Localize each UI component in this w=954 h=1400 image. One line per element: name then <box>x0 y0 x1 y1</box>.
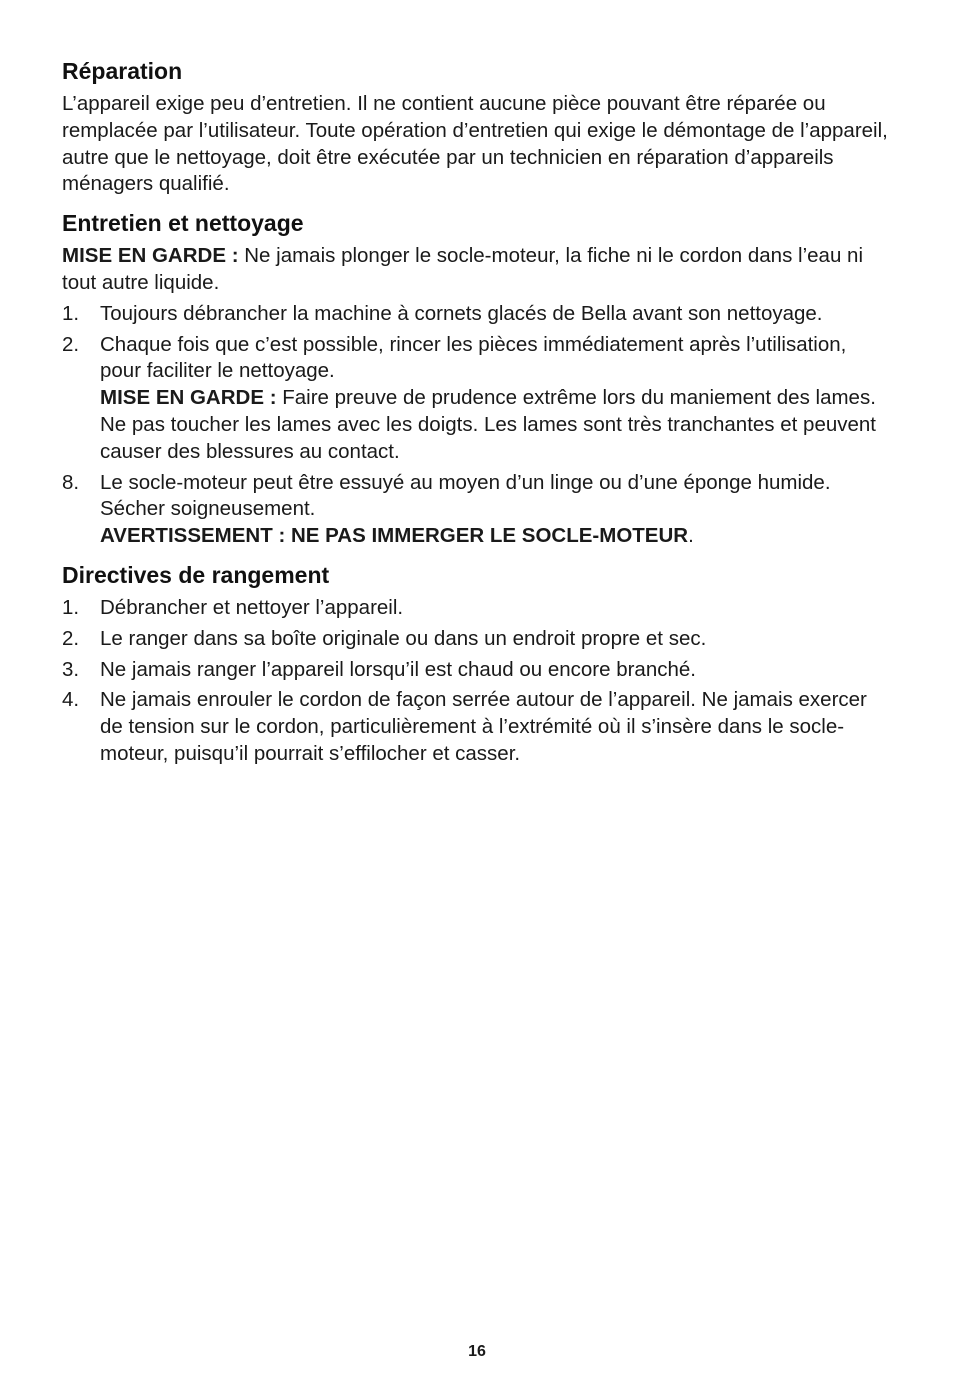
warning-tail: . <box>688 524 694 548</box>
entretien-caution <box>62 243 892 297</box>
caution-text: Ne jamais plonger le socle-moteur, la fiche ni le cordon dans l’eau ni tout autre liquide. <box>62 244 863 294</box>
list-item <box>62 687 892 767</box>
list-item-number: 4. <box>62 688 80 712</box>
caution-text: Faire preuve de prudence extrême lors du maniement des lames. Ne pas toucher les lames avec les doigts. Les lames sont très tranchantes et peuvent causer des blessures au contact. <box>100 386 876 463</box>
document-page <box>62 56 892 772</box>
list-item-number: 1. <box>62 301 80 325</box>
list-item-text: Ne jamais enrouler le cordon de façon serrée autour de l’appareil. Ne jamais exercer de tension sur le cordon, particulièrement à l’extrémité où il s’insère dans le socle-moteur, puisqu’il pourrait s’effilocher et casser. <box>100 688 867 765</box>
list-item-number: 8. <box>62 470 80 494</box>
list-item-number: 2. <box>62 626 80 650</box>
list-item-text: Le socle-moteur peut être essuyé au moyen d’un linge ou d’une éponge humide. Sécher soigneusement. <box>100 470 831 521</box>
list-item-number: 2. <box>62 332 80 356</box>
list-item-text: Débrancher et nettoyer l’appareil. <box>100 595 404 619</box>
caution-label: MISE EN GARDE : <box>62 244 239 268</box>
list-item <box>62 626 892 653</box>
list-item <box>62 657 892 684</box>
reparation-paragraph: L’appareil exige peu d’entretien. Il ne contient aucune pièce pouvant être réparée ou remplacée par l’utilisateur. Toute opération d’entretien qui exige le démontage de l’appareil, autre que le nettoyage, doit être exécutée par un technicien en réparation d’appareils ménagers qualifié. <box>62 92 888 196</box>
list-item-text: Toujours débrancher la machine à cornets glacés de Bella avant son nettoyage. <box>100 301 823 325</box>
page-number: 16 <box>468 1343 486 1360</box>
section-heading-entretien: Entretien et nettoyage <box>62 210 304 237</box>
list-item-text: Le ranger dans sa boîte originale ou dans un endroit propre et sec. <box>100 626 707 650</box>
list-item <box>62 595 892 622</box>
section-heading-rangement: Directives de rangement <box>62 561 330 588</box>
list-item <box>62 301 892 328</box>
list-item-body <box>100 470 892 550</box>
list-item-number: 1. <box>62 595 80 619</box>
list-item-text: Chaque fois que c’est possible, rincer les pièces immédiatement après l’utilisation, pour faciliter le nettoyage. <box>100 332 847 383</box>
list-item <box>62 470 892 550</box>
list-item-number: 3. <box>62 657 80 681</box>
list-item-text: Ne jamais ranger l’appareil lorsqu’il est chaud ou encore branché. <box>100 657 696 681</box>
rangement-list <box>62 595 892 768</box>
caution-label: MISE EN GARDE : <box>100 386 277 410</box>
section-heading-reparation: Réparation <box>62 58 183 84</box>
warning-text: AVERTISSEMENT : NE PAS IMMERGER LE SOCLE-MOTEUR <box>100 524 689 548</box>
entretien-list <box>62 301 892 550</box>
list-item <box>62 332 892 466</box>
list-item-body <box>100 332 892 466</box>
